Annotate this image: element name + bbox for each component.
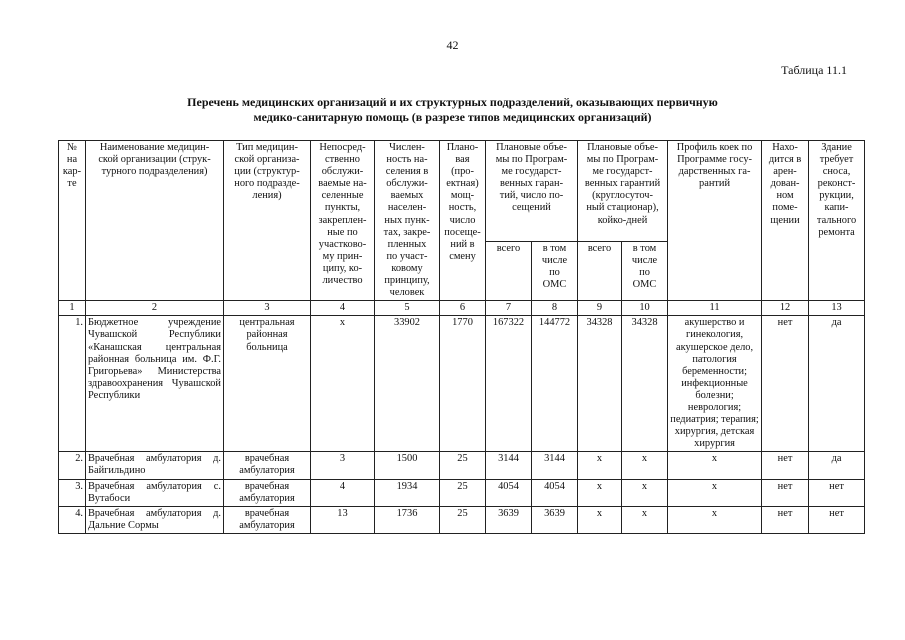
row-number: 4.	[59, 506, 86, 533]
table-title-line-1: Перечень медицинских организаций и их структурных подразделений, оказывающих первичную	[187, 95, 718, 109]
table-title-line-2: медико-санитарную помощь (в разрезе типов медицинских организаций)	[253, 110, 652, 124]
visits-oms: 4054	[532, 479, 578, 506]
col-number: 13	[809, 301, 865, 316]
page-number: 42	[446, 38, 459, 52]
bed-profile: акушерство и гинекология, акушерское дело, патология беременности; инфекционные болезни; неврология; педиатрия; терапия; хирургия, детская хирургия	[668, 316, 762, 452]
subheader-beds-total: всего	[578, 242, 622, 301]
header-planned-visits: Плановые объе- мы по Програм- ме государст- венных гаран- тий, число по- сещений	[486, 141, 578, 242]
table-row	[59, 316, 865, 452]
served-settlements: 3	[311, 452, 375, 479]
rented-premises: нет	[762, 506, 809, 533]
visits-oms: 144772	[532, 316, 578, 452]
population: 1934	[375, 479, 440, 506]
header-organization-type: Тип медицин- ской организа- ции (структур- ного подразде- ления)	[224, 141, 311, 301]
population: 1736	[375, 506, 440, 533]
subheader-beds-oms: в том числе по ОМС	[622, 242, 668, 301]
col-number: 1	[59, 301, 86, 316]
col-number: 9	[578, 301, 622, 316]
medical-organizations-table	[58, 140, 865, 534]
organization-type: врачебная амбулатория	[224, 479, 311, 506]
rented-premises: нет	[762, 316, 809, 452]
col-number: 7	[486, 301, 532, 316]
col-number: 12	[762, 301, 809, 316]
visits-total: 3144	[486, 452, 532, 479]
rented-premises: нет	[762, 479, 809, 506]
header-map-number: № на кар- те	[59, 141, 86, 301]
header-planned-bed-days: Плановые объе- мы по Програм- ме государст- венных гарантий (круглосуточ- ный стационар), койко-дней	[578, 141, 668, 242]
organization-type: врачебная амбулатория	[224, 452, 311, 479]
beds-total: х	[578, 452, 622, 479]
header-population: Числен- ность на- селения в обслужи- ваемых населен- ных пунк- тах, закре- пленных по участ- ковому принципу, человек	[375, 141, 440, 301]
table-row	[59, 479, 865, 506]
column-number-row	[59, 301, 865, 316]
organization-type: врачебная амбулатория	[224, 506, 311, 533]
header-served-settlements: Непосред- ственно обслужи- ваемые на- селенные пункты, закреплен- ные по участково- му прин- ципу, ко- личество	[311, 141, 375, 301]
visits-total: 3639	[486, 506, 532, 533]
row-number: 3.	[59, 479, 86, 506]
col-number: 3	[224, 301, 311, 316]
visits-total: 4054	[486, 479, 532, 506]
building-repair: нет	[809, 479, 865, 506]
building-repair: да	[809, 316, 865, 452]
visits-oms: 3144	[532, 452, 578, 479]
col-number: 4	[311, 301, 375, 316]
col-number: 11	[668, 301, 762, 316]
organization-name: Врачебная амбулатория д. Байгильдино	[86, 452, 224, 479]
beds-oms: х	[622, 506, 668, 533]
organization-name: Бюджетное учреждение Чувашской Республики «Канашская центральная районная больница им. Ф.Г. Григорьева» Министерства здравоохранения Чувашской Республики	[86, 316, 224, 452]
row-number: 1.	[59, 316, 86, 452]
col-number: 2	[86, 301, 224, 316]
header-bed-profile: Профиль коек по Программе госу- дарственных га- рантий	[668, 141, 762, 301]
building-repair: нет	[809, 506, 865, 533]
population: 33902	[375, 316, 440, 452]
beds-total: 34328	[578, 316, 622, 452]
table-label: Таблица 11.1	[781, 63, 847, 77]
col-number: 5	[375, 301, 440, 316]
header-organization-name: Наименование медицин- ской организации (струк- турного подразделения)	[86, 141, 224, 301]
planned-capacity: 25	[440, 452, 486, 479]
beds-oms: 34328	[622, 316, 668, 452]
header-rented-premises: Нахо- дится в арен- дован- ном поме- щении	[762, 141, 809, 301]
col-number: 8	[532, 301, 578, 316]
table-row	[59, 452, 865, 479]
col-number: 10	[622, 301, 668, 316]
header-building-repair: Здание требует сноса, реконст- рукции, капи- тального ремонта	[809, 141, 865, 301]
planned-capacity: 1770	[440, 316, 486, 452]
beds-oms: х	[622, 479, 668, 506]
served-settlements: 4	[311, 479, 375, 506]
served-settlements: 13	[311, 506, 375, 533]
col-number: 6	[440, 301, 486, 316]
subheader-visits-oms: в том числе по ОМС	[532, 242, 578, 301]
bed-profile: х	[668, 479, 762, 506]
served-settlements: х	[311, 316, 375, 452]
table-row	[59, 506, 865, 533]
beds-total: х	[578, 506, 622, 533]
header-planned-capacity: Плано- вая (про- ектная) мощ- ность, число посеще- ний в смену	[440, 141, 486, 301]
rented-premises: нет	[762, 452, 809, 479]
organization-name: Врачебная амбулатория д. Дальние Сормы	[86, 506, 224, 533]
organization-name: Врачебная амбулатория с. Вутабоси	[86, 479, 224, 506]
subheader-visits-total: всего	[486, 242, 532, 301]
table-title	[60, 95, 845, 125]
beds-oms: х	[622, 452, 668, 479]
header-row	[59, 141, 865, 242]
row-number: 2.	[59, 452, 86, 479]
visits-oms: 3639	[532, 506, 578, 533]
building-repair: да	[809, 452, 865, 479]
bed-profile: х	[668, 452, 762, 479]
planned-capacity: 25	[440, 479, 486, 506]
planned-capacity: 25	[440, 506, 486, 533]
beds-total: х	[578, 479, 622, 506]
bed-profile: х	[668, 506, 762, 533]
visits-total: 167322	[486, 316, 532, 452]
population: 1500	[375, 452, 440, 479]
organization-type: центральная районная больница	[224, 316, 311, 452]
